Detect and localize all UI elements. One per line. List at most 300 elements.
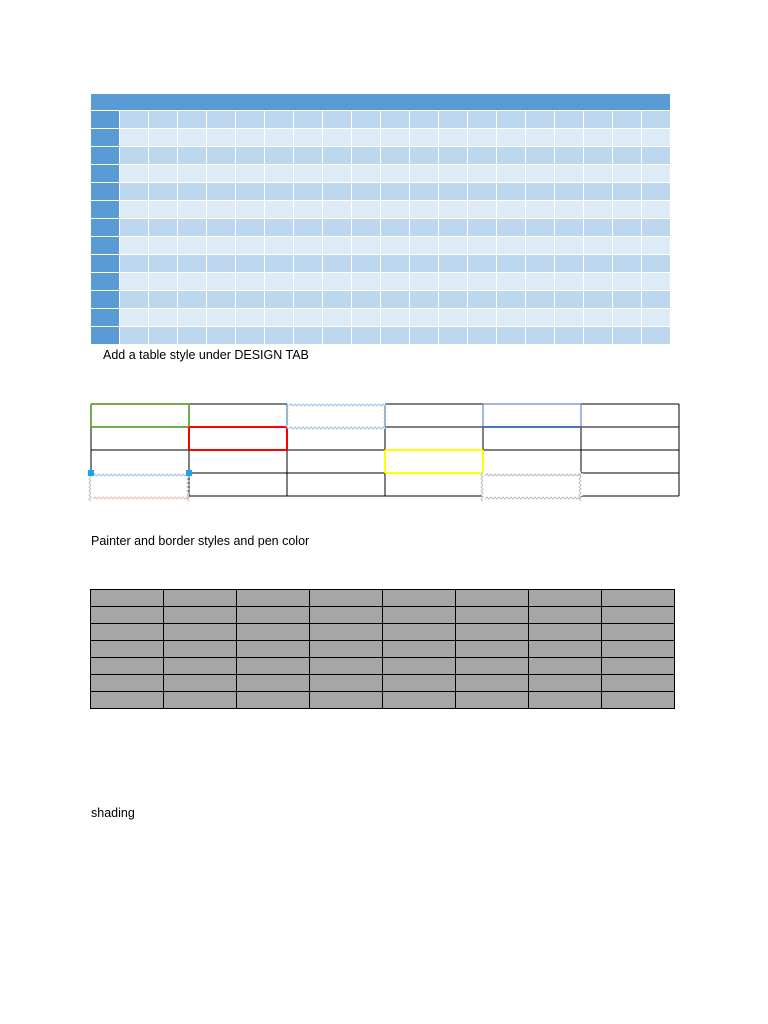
table-cell[interactable] <box>91 427 189 450</box>
table-cell[interactable] <box>265 219 294 237</box>
row-header-cell[interactable] <box>91 129 120 147</box>
table-cell[interactable] <box>526 111 555 129</box>
table-cell[interactable] <box>581 450 679 473</box>
table-cell[interactable] <box>555 309 584 327</box>
table-cell[interactable] <box>497 327 526 345</box>
table-cell[interactable] <box>642 273 670 291</box>
table-cell[interactable] <box>468 237 497 255</box>
table-cell[interactable] <box>613 165 642 183</box>
table-cell[interactable] <box>352 273 381 291</box>
table-cell[interactable] <box>439 309 468 327</box>
table-cell[interactable] <box>613 309 642 327</box>
table-cell[interactable] <box>468 183 497 201</box>
table-cell[interactable] <box>439 129 468 147</box>
table-cell[interactable] <box>468 219 497 237</box>
table-cell[interactable] <box>236 237 265 255</box>
table-cell[interactable] <box>613 147 642 165</box>
table-cell[interactable] <box>439 255 468 273</box>
table-cell[interactable] <box>352 255 381 273</box>
table-cell[interactable] <box>352 237 381 255</box>
table-cell[interactable] <box>613 129 642 147</box>
shaded-cell[interactable] <box>529 624 602 641</box>
shaded-cell[interactable] <box>237 624 310 641</box>
table-cell[interactable] <box>410 255 439 273</box>
shaded-cell[interactable] <box>602 675 675 692</box>
table-cell[interactable] <box>265 201 294 219</box>
table-cell[interactable] <box>555 129 584 147</box>
table-cell[interactable] <box>468 291 497 309</box>
table-cell[interactable] <box>642 165 670 183</box>
table-cell[interactable] <box>236 309 265 327</box>
table-cell[interactable] <box>265 327 294 345</box>
shaded-cell[interactable] <box>91 675 164 692</box>
table-cell[interactable] <box>149 291 178 309</box>
table-cell[interactable] <box>294 255 323 273</box>
table-cell[interactable] <box>236 183 265 201</box>
table-cell[interactable] <box>584 309 613 327</box>
row-header-cell[interactable] <box>91 147 120 165</box>
table-cell[interactable] <box>207 183 236 201</box>
table-cell[interactable] <box>120 129 149 147</box>
table-cell[interactable] <box>581 473 679 496</box>
table-cell[interactable] <box>178 129 207 147</box>
table-cell[interactable] <box>385 473 483 496</box>
table-cell[interactable] <box>497 237 526 255</box>
shaded-cell[interactable] <box>602 658 675 675</box>
shaded-cell[interactable] <box>383 658 456 675</box>
shaded-cell[interactable] <box>237 658 310 675</box>
table-cell[interactable] <box>287 473 385 496</box>
table-cell[interactable] <box>178 309 207 327</box>
shaded-cell[interactable] <box>164 658 237 675</box>
table-cell[interactable] <box>294 201 323 219</box>
table-cell[interactable] <box>120 291 149 309</box>
table-cell[interactable] <box>613 255 642 273</box>
table-cell[interactable] <box>613 111 642 129</box>
table-cell[interactable] <box>613 291 642 309</box>
table-cell[interactable] <box>439 327 468 345</box>
table-cell[interactable] <box>555 273 584 291</box>
table-cell[interactable] <box>189 473 287 496</box>
shaded-cell[interactable] <box>383 675 456 692</box>
table-cell[interactable] <box>178 147 207 165</box>
table-cell[interactable] <box>178 273 207 291</box>
shaded-cell[interactable] <box>91 607 164 624</box>
shaded-cell[interactable] <box>383 641 456 658</box>
shaded-cell[interactable] <box>529 641 602 658</box>
shaded-cell[interactable] <box>602 590 675 607</box>
table-cell[interactable] <box>149 147 178 165</box>
table-cell[interactable] <box>410 147 439 165</box>
table-cell[interactable] <box>410 111 439 129</box>
shaded-cell[interactable] <box>310 658 383 675</box>
shaded-cell[interactable] <box>164 641 237 658</box>
table-cell[interactable] <box>555 219 584 237</box>
table-cell[interactable] <box>294 219 323 237</box>
table-cell[interactable] <box>410 219 439 237</box>
row-header-cell[interactable] <box>91 327 120 345</box>
shaded-cell[interactable] <box>164 624 237 641</box>
table-cell[interactable] <box>555 111 584 129</box>
table-cell[interactable] <box>149 201 178 219</box>
row-header-cell[interactable] <box>91 255 120 273</box>
table-cell[interactable] <box>120 165 149 183</box>
table-cell[interactable] <box>236 129 265 147</box>
table-cell[interactable] <box>265 291 294 309</box>
table-cell[interactable] <box>642 255 670 273</box>
table-cell[interactable] <box>483 427 581 450</box>
table-cell[interactable] <box>120 111 149 129</box>
table-cell[interactable] <box>468 273 497 291</box>
table-cell[interactable] <box>207 147 236 165</box>
table-cell[interactable] <box>555 291 584 309</box>
table-cell[interactable] <box>381 309 410 327</box>
table-cell[interactable] <box>149 111 178 129</box>
shaded-cell[interactable] <box>529 607 602 624</box>
table-cell[interactable] <box>207 219 236 237</box>
table-cell[interactable] <box>189 404 287 427</box>
table-cell[interactable] <box>410 309 439 327</box>
table-cell[interactable] <box>526 327 555 345</box>
table-cell[interactable] <box>294 291 323 309</box>
table-cell[interactable] <box>294 273 323 291</box>
table-cell[interactable] <box>642 147 670 165</box>
table-cell[interactable] <box>555 201 584 219</box>
shaded-table[interactable] <box>90 589 675 709</box>
table-cell[interactable] <box>207 309 236 327</box>
table-cell[interactable] <box>207 327 236 345</box>
table-cell[interactable] <box>555 183 584 201</box>
table-cell[interactable] <box>207 111 236 129</box>
shaded-cell[interactable] <box>237 590 310 607</box>
shaded-cell[interactable] <box>310 624 383 641</box>
table-cell[interactable] <box>439 201 468 219</box>
table-cell[interactable] <box>323 237 352 255</box>
shaded-cell[interactable] <box>91 641 164 658</box>
shaded-cell[interactable] <box>456 675 529 692</box>
shaded-cell[interactable] <box>456 692 529 709</box>
table-cell[interactable] <box>385 450 483 473</box>
shaded-cell[interactable] <box>383 590 456 607</box>
table-cell[interactable] <box>584 219 613 237</box>
table-cell[interactable] <box>120 183 149 201</box>
table-cell[interactable] <box>323 129 352 147</box>
row-header-cell[interactable] <box>91 237 120 255</box>
table-cell[interactable] <box>410 327 439 345</box>
table-cell[interactable] <box>497 219 526 237</box>
table-cell[interactable] <box>642 129 670 147</box>
table-cell[interactable] <box>642 111 670 129</box>
shaded-cell[interactable] <box>383 692 456 709</box>
table-cell[interactable] <box>149 183 178 201</box>
table-cell[interactable] <box>178 111 207 129</box>
table-cell[interactable] <box>207 291 236 309</box>
table-cell[interactable] <box>120 273 149 291</box>
row-header-cell[interactable] <box>91 111 120 129</box>
table-cell[interactable] <box>178 183 207 201</box>
table-cell[interactable] <box>526 255 555 273</box>
shaded-cell[interactable] <box>310 607 383 624</box>
table-cell[interactable] <box>381 183 410 201</box>
row-header-cell[interactable] <box>91 201 120 219</box>
table-cell[interactable] <box>207 129 236 147</box>
table-cell[interactable] <box>189 450 287 473</box>
table-cell[interactable] <box>526 147 555 165</box>
table-cell[interactable] <box>526 273 555 291</box>
table-cell[interactable] <box>323 201 352 219</box>
row-header-cell[interactable] <box>91 165 120 183</box>
table-cell[interactable] <box>178 255 207 273</box>
shaded-cell[interactable] <box>602 607 675 624</box>
shaded-cell[interactable] <box>91 590 164 607</box>
table-cell[interactable] <box>526 183 555 201</box>
table-cell[interactable] <box>642 183 670 201</box>
table-cell[interactable] <box>323 147 352 165</box>
table-cell[interactable] <box>468 129 497 147</box>
table-cell[interactable] <box>323 327 352 345</box>
table-cell[interactable] <box>381 129 410 147</box>
table-cell[interactable] <box>581 404 679 427</box>
shaded-cell[interactable] <box>164 607 237 624</box>
table-cell[interactable] <box>642 201 670 219</box>
table-cell[interactable] <box>613 273 642 291</box>
table-cell[interactable] <box>323 165 352 183</box>
table-cell[interactable] <box>439 219 468 237</box>
table-cell[interactable] <box>236 201 265 219</box>
table-cell[interactable] <box>120 327 149 345</box>
table-cell[interactable] <box>91 473 189 496</box>
table-cell[interactable] <box>439 273 468 291</box>
table-cell[interactable] <box>178 201 207 219</box>
shaded-cell[interactable] <box>602 624 675 641</box>
table-cell[interactable] <box>584 237 613 255</box>
table-cell[interactable] <box>497 111 526 129</box>
shaded-cell[interactable] <box>310 641 383 658</box>
table-cell[interactable] <box>178 219 207 237</box>
row-header-cell[interactable] <box>91 219 120 237</box>
table-cell[interactable] <box>642 327 670 345</box>
table-cell[interactable] <box>584 327 613 345</box>
table-cell[interactable] <box>497 201 526 219</box>
table-cell[interactable] <box>385 427 483 450</box>
table-cell[interactable] <box>468 201 497 219</box>
table-cell[interactable] <box>381 165 410 183</box>
table-cell[interactable] <box>381 111 410 129</box>
table-cell[interactable] <box>236 255 265 273</box>
table-cell[interactable] <box>410 291 439 309</box>
table-cell[interactable] <box>613 237 642 255</box>
border-style-table[interactable] <box>91 404 679 496</box>
shaded-cell[interactable] <box>529 675 602 692</box>
table-cell[interactable] <box>120 201 149 219</box>
table-cell[interactable] <box>352 111 381 129</box>
shaded-cell[interactable] <box>91 658 164 675</box>
shaded-cell[interactable] <box>602 692 675 709</box>
table-cell[interactable] <box>483 404 581 427</box>
table-cell[interactable] <box>265 147 294 165</box>
table-cell[interactable] <box>483 450 581 473</box>
table-cell[interactable] <box>381 237 410 255</box>
table-cell[interactable] <box>149 327 178 345</box>
table-cell[interactable] <box>294 309 323 327</box>
table-cell[interactable] <box>584 273 613 291</box>
table-cell[interactable] <box>613 201 642 219</box>
shaded-cell[interactable] <box>383 607 456 624</box>
table-cell[interactable] <box>120 219 149 237</box>
table-cell[interactable] <box>410 273 439 291</box>
table-cell[interactable] <box>497 309 526 327</box>
table-cell[interactable] <box>189 427 287 450</box>
table-cell[interactable] <box>323 219 352 237</box>
table-cell[interactable] <box>584 129 613 147</box>
table-cell[interactable] <box>149 219 178 237</box>
table-cell[interactable] <box>91 404 189 427</box>
table-cell[interactable] <box>555 327 584 345</box>
table-cell[interactable] <box>207 255 236 273</box>
shaded-cell[interactable] <box>164 590 237 607</box>
table-cell[interactable] <box>294 111 323 129</box>
row-header-cell[interactable] <box>91 291 120 309</box>
table-cell[interactable] <box>410 129 439 147</box>
shaded-cell[interactable] <box>164 675 237 692</box>
table-cell[interactable] <box>91 450 189 473</box>
row-header-cell[interactable] <box>91 273 120 291</box>
table-cell[interactable] <box>352 147 381 165</box>
table-cell[interactable] <box>287 427 385 450</box>
table-cell[interactable] <box>613 183 642 201</box>
table-cell[interactable] <box>236 291 265 309</box>
table-cell[interactable] <box>439 237 468 255</box>
table-cell[interactable] <box>352 327 381 345</box>
table-cell[interactable] <box>265 165 294 183</box>
table-cell[interactable] <box>265 111 294 129</box>
table-cell[interactable] <box>555 147 584 165</box>
table-cell[interactable] <box>294 183 323 201</box>
shaded-cell[interactable] <box>91 692 164 709</box>
table-cell[interactable] <box>236 327 265 345</box>
table-cell[interactable] <box>468 111 497 129</box>
table-cell[interactable] <box>323 111 352 129</box>
shaded-cell[interactable] <box>310 692 383 709</box>
table-cell[interactable] <box>149 273 178 291</box>
table-cell[interactable] <box>236 165 265 183</box>
table-cell[interactable] <box>149 255 178 273</box>
table-cell[interactable] <box>178 327 207 345</box>
table-cell[interactable] <box>149 129 178 147</box>
table-cell[interactable] <box>497 147 526 165</box>
table-cell[interactable] <box>352 219 381 237</box>
table-cell[interactable] <box>584 291 613 309</box>
table-cell[interactable] <box>468 147 497 165</box>
shaded-cell[interactable] <box>529 692 602 709</box>
table-cell[interactable] <box>265 183 294 201</box>
table-cell[interactable] <box>236 111 265 129</box>
table-cell[interactable] <box>439 183 468 201</box>
table-cell[interactable] <box>120 255 149 273</box>
table-cell[interactable] <box>352 165 381 183</box>
table-cell[interactable] <box>236 219 265 237</box>
table-cell[interactable] <box>642 309 670 327</box>
shaded-cell[interactable] <box>237 675 310 692</box>
table-cell[interactable] <box>526 237 555 255</box>
table-cell[interactable] <box>323 255 352 273</box>
table-cell[interactable] <box>323 273 352 291</box>
table-cell[interactable] <box>207 201 236 219</box>
table-cell[interactable] <box>149 165 178 183</box>
shaded-cell[interactable] <box>164 692 237 709</box>
styled-table[interactable] <box>91 94 670 345</box>
table-cell[interactable] <box>468 309 497 327</box>
shaded-cell[interactable] <box>529 658 602 675</box>
shaded-cell[interactable] <box>456 590 529 607</box>
table-cell[interactable] <box>497 165 526 183</box>
row-header-cell[interactable] <box>91 183 120 201</box>
table-cell[interactable] <box>526 165 555 183</box>
table-cell[interactable] <box>584 111 613 129</box>
table-cell[interactable] <box>287 450 385 473</box>
table-cell[interactable] <box>410 201 439 219</box>
table-cell[interactable] <box>207 165 236 183</box>
shaded-cell[interactable] <box>456 607 529 624</box>
styled-table-header-cell[interactable] <box>91 94 670 111</box>
shaded-cell[interactable] <box>456 641 529 658</box>
table-cell[interactable] <box>584 183 613 201</box>
table-cell[interactable] <box>584 165 613 183</box>
shaded-cell[interactable] <box>237 607 310 624</box>
table-cell[interactable] <box>120 147 149 165</box>
table-cell[interactable] <box>410 183 439 201</box>
table-cell[interactable] <box>642 219 670 237</box>
table-cell[interactable] <box>439 147 468 165</box>
table-cell[interactable] <box>294 165 323 183</box>
table-cell[interactable] <box>468 165 497 183</box>
row-header-cell[interactable] <box>91 309 120 327</box>
table-cell[interactable] <box>613 219 642 237</box>
shaded-cell[interactable] <box>310 590 383 607</box>
table-cell[interactable] <box>439 291 468 309</box>
shaded-cell[interactable] <box>529 590 602 607</box>
table-cell[interactable] <box>265 309 294 327</box>
table-cell[interactable] <box>294 147 323 165</box>
table-cell[interactable] <box>120 237 149 255</box>
table-cell[interactable] <box>497 183 526 201</box>
table-cell[interactable] <box>149 237 178 255</box>
table-cell[interactable] <box>613 327 642 345</box>
table-cell[interactable] <box>352 291 381 309</box>
table-cell[interactable] <box>236 147 265 165</box>
table-cell[interactable] <box>526 219 555 237</box>
table-cell[interactable] <box>439 111 468 129</box>
table-cell[interactable] <box>207 273 236 291</box>
table-cell[interactable] <box>381 327 410 345</box>
table-cell[interactable] <box>323 183 352 201</box>
table-cell[interactable] <box>410 165 439 183</box>
shaded-cell[interactable] <box>456 624 529 641</box>
table-cell[interactable] <box>352 201 381 219</box>
table-cell[interactable] <box>526 129 555 147</box>
table-cell[interactable] <box>497 255 526 273</box>
table-cell[interactable] <box>323 309 352 327</box>
table-cell[interactable] <box>381 147 410 165</box>
table-cell[interactable] <box>410 237 439 255</box>
table-cell[interactable] <box>385 404 483 427</box>
table-cell[interactable] <box>294 237 323 255</box>
table-cell[interactable] <box>497 291 526 309</box>
table-cell[interactable] <box>265 255 294 273</box>
table-cell[interactable] <box>120 309 149 327</box>
table-cell[interactable] <box>483 473 581 496</box>
table-cell[interactable] <box>584 201 613 219</box>
